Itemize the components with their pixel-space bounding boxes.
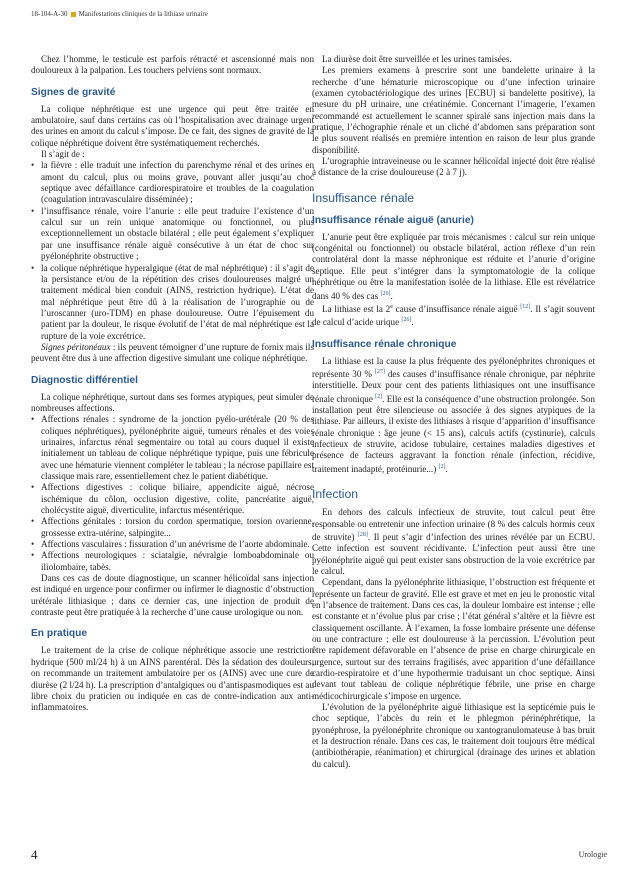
paragraph [312,507,595,577]
reference-link[interactable]: [27] [374,368,385,375]
text: . Elle est la conséquence d’une obstruction prolongée. Son installation peut être silencieuse ou associée à des signes atypiques de la lithiase. Par ailleurs, il existe des lithiases à risque d’apparition d’insuffisance rénale chronique : âge jeune (< 15 ans), calculs actifs (cystinurie), calculs infectieux de struvite, acidose tubulaire, certaines maladies digestives et présence de facteurs aggravant la fonction rénale (infection, récidive, traitement inadapté, protéinurie...) [312,393,595,474]
right-column [312,54,595,770]
heading-irc-chronique: Insuffisance rénale chronique [312,338,457,350]
diag-list [31,414,314,573]
list-item: • Affections digestives : colique biliaire, appendicite aiguë, nécrose ischémique du côlon, occlusion digestive, colite, pancréatite aiguë, cholécystite aiguë, diverticulite, infarctus mésentérique. [31,482,314,516]
paragraph: La lithiase est la cause la plus fréquente des pyélonéphrites chroniques et représente 30 % [27] des causes d’insuffisance rénale chronique, par néphrite interstitielle. Deux pour cent des patients lithiasiques ont une insuffisance rénale chronique [2]. Elle est la conséquence d’une obstruction prolongée. Son installation peut être silencieuse ou associée à des signes atypiques de la lithiase. Par ailleurs, il existe des lithiases à risque d’apparition d’insuffisance rénale chronique : âge jeune (< 15 ans), calculs actifs (cystinurie), calculs infectieux de struvite, acidose tubulaire, certaines maladies digestives et présence de facteurs aggravant la fonction rénale (infection, récidive, traitement inadapté, protéinurie...) [2]. [312,355,595,474]
text: En dehors des calculs infectieux de struvite, tout calcul peut être responsable ou entretenir une infection urinaire (8 % des calculs hormis ceux de struvite) [312,507,595,542]
paragraph: Dans ces cas de doute diagnostique, un scanner hélicoïdal sans injection est indiqué en urgence pour confirmer ou infirmer le diagnostic d’obstruction urétérale lithiasique ; dans ce dernier cas, une injection de produit de contraste peut être pratiquée à la recherche d’une cause urologique ou non. [31,573,314,618]
list-item: • la colique néphrétique hyperalgique (état de mal néphrétique) : il s’agit de la persistance et/ou de la répétition des crises douloureuses malgré un traitement médical bien conduit (AINS, restriction hydrique). L’état de mal néphrétique peut être dû à la réalisation de l’urographie ou de l’uroscanner (uro-TDM) en phase douloureuse. Outre l’épuisement du patient par la douleur, le risque évolutif de l’état de mal néphrétique est la rupture de la voie excrétrice. [31,263,314,342]
gravite-list [31,160,314,342]
reference-link[interactable]: [2] [375,393,383,400]
text: La lithiase est la 2 [322,303,391,314]
superscript: e [390,303,393,310]
paragraph: Cependant, dans la pyélonéphrite lithiasique, l’obstruction est fréquente et représente un facteur de gravité. Elle est grave et met en jeu le pronostic vital en l’absence de traitement. Dans ces cas, la douleur lombaire est intense ; elle est constante et n’évolue plus par crise ; l’état général s’altère et la fièvre est classiquement oscillante. À l’examen, la fosse lombaire présente une défense ou une contracture ; elle est douloureuse à la percussion. L’évolution peut être rapidement défavorable en l’absence de prise en charge chirurgicale en urgence, surtout sur des terrains fragilisés, avec apparition d’une défaillance cardio-respiratoire et d’une hypothermie traduisant un choc septique. Ainsi devant tout tableau de colique néphrétique fébrile, une prise en charge médicochirurgicale s’impose en urgence. [312,577,595,701]
text: La lithiase est la cause la plus fréquente des pyélonéphrites chroniques et représente 30 % [312,355,595,379]
article-title: Manifestations cliniques de la lithiase urinaire [78,10,208,18]
paragraph: L’évolution de la pyélonéphrite aiguë lithiasique est la septicémie puis le choc septique, l’abcès du rein et le phlegmon périnéphrétique, la pyonéphrose, la pyélonéphrite chronique ou xantogranulomateuse à bas bruit et la destruction rénale. Dans ces cas, le traitement doit toujours être médical (antibiothérapie, réanimation) et chirurgical (drainage des urines et ablation du calcul). [312,702,595,769]
text: cause d’insuffisance rénale aiguë [392,303,518,314]
paragraph: La lithiase est la 2e cause d’insuffisance rénale aiguë [12]. Il s’agit souvent de calcul d’acide urique [26]. [312,303,595,328]
reference-link[interactable]: [2] [438,463,446,470]
list-item: • Affections génitales : torsion du cordon spermatique, torsion ovarienne, grossesse extra-utérine, salpingite... [31,516,314,539]
text: . Il peut s’agir d’infection des urines révélée par un ECBU. Cette infection est souvent récidivante. L’infection peut aussi être une pyélonéphrite aiguë qui peut exister sans obstruction de la voie excrétrice par le calcul. [312,531,595,576]
emphasis: Signes péritonéaux [41,341,111,352]
paragraph [31,342,314,365]
article-code: 18-104-A-30 [31,10,68,18]
text: : ils peuvent témoigner d’une rupture de fornix mais ils peuvent être dus à une affection digestive simulant une colique néphrétique. [31,341,315,364]
heading-signes-gravite: Signes de gravité [31,86,116,98]
reference-link[interactable]: [12] [520,303,531,310]
list-item: • l’insuffisance rénale, voire l’anurie : elle peut traduire l’existence d’un calcul sur un rein unique anatomique ou fonctionnel, ou plus exceptionnellement un obstacle bilatéral ; elle peut également s’expliquer par une insuffisance rénale aiguë consécutive à un état de choc sur pyélonéphrite obstructive ; [31,206,314,263]
text: L’anurie peut être expliquée par trois mécanismes : calcul sur rein unique (congénital ou fonctionnel) ou obstacle bilatéral, action réflexe d’un rein controlatéral dont la masse néphronique est réduite et l’anurie d’origine septique. Elle peut s’intégrer dans la symptomatologie de la colique néphrétique ou être la manifestation isolée de la lithiase. Elle est révélatrice dans 40 % des cas [312,231,595,301]
list-item: • Affections rénales : syndrome de la jonction pyélo-urétérale (20 % des coliques néphrétiques), pyélonéphrite aiguë, tumeurs rénales et des voies urinaires, infarctus rénal segmentaire ou total au cours duquel il existe initialement un tableau de colique néphrétique typique, puis une fébricule avec une hématurie viennent compléter le tableau ; la nécrose papillaire est classique mais rare, essentiellement chez le patient diabétique. [31,414,314,482]
paragraph: L’anurie peut être expliquée par trois mécanismes : calcul sur rein unique (congénital ou fonctionnel) ou obstacle bilatéral, action réflexe d’un rein controlatéral dont la masse néphronique est réduite et l’anurie d’origine septique. Elle peut s’intégrer dans la symptomatologie de la colique néphrétique ou être la manifestation isolée de la lithiase. Elle est révélatrice dans 40 % des cas [26]. [312,231,595,301]
paragraph: La diurèse doit être surveillée et les urines tamisées. [322,54,512,64]
paragraph: La colique néphrétique est une urgence qui peut être traitée en ambulatoire, sauf dans certains cas où l’hospitalisation avec drainage urgent des urines en amont du calcul s’impose. De ce fait, des signes de gravité de la colique néphrétique doivent être systématiquement recherchés. [31,103,314,148]
paragraph: Il s’agit de : [41,149,85,160]
reference-link[interactable]: [28] [357,531,368,538]
text: . Il s’agit souvent de calcul d’acide urique [312,303,595,328]
list-item: • Affections neurologiques : sciatalgie, névralgie lomboabdominale ou iliolombaire, tabès. [31,550,314,573]
page-number: 4 [31,847,38,862]
running-header [31,10,208,18]
list-item: • la fièvre : elle traduit une infection du parenchyme rénal et des urines en amont du calcul, plus ou moins grave, pouvant aller jusqu’au choc septique avec défaillance cardiorespiratoire et troubles de la coagulation (coagulation intravasculaire disséminée) ; [31,160,314,205]
heading-en-pratique: En pratique [31,628,88,640]
reference-link[interactable]: [26] [401,317,412,324]
heading-irc-aigue: Insuffisance rénale aiguë (anurie) [312,214,474,226]
list-item: • Affections vasculaires : fissuration d’un anévrisme de l’aorte abdominale. [31,539,314,550]
paragraph: Les premiers examens à prescrire sont une bandelette urinaire à la recherche d’une hématurie microscopique ou d’une infection urinaire (examen cytobactériologique des urines [ECBU] si bandelette positive), la mesure du pH urinaire, une créatinémie. Concernant l’imagerie, l’examen recommandé est actuellement le scanner spiralé sans injection mais dans la pratique, l’échographie rénale et un cliché d’abdomen sans préparation sont le plus souvent réalisés en première intention en raison de leur plus grande disponibilité. [312,65,595,155]
paragraph: Chez l’homme, le testicule est parfois rétracté et ascensionné mais non douloureux à la palpation. Les touchers pelviens sont normaux. [31,54,314,76]
journal-name: Urologie [578,850,607,859]
heading-insuffisance-renale: Insuffisance rénale [312,190,415,205]
left-column [31,54,314,714]
paragraph: L’urographie intraveineuse ou le scanner hélicoïdal injecté doit être réalisé à distance de la crise douloureuse (2 à 7 j). [312,156,595,178]
heading-diagnostic: Diagnostic différentiel [31,374,138,386]
header-square-icon [71,12,76,17]
reference-link[interactable]: [26] [380,290,391,297]
heading-infection: Infection [312,487,359,502]
paragraph: Le traitement de la crise de colique néphrétique associe une restriction hydrique (500 ml/24 h) à un AINS parentéral. Dès la sédation des douleurs, on recommande un traitement ambulatoire per os (AINS) avec une cure de diurèse (2 l/24 h). La prescription d’antalgiques ou d’antispasmodiques est au libre choix du praticien ou indiquée en cas de contre-indication aux anti-inflammatoires. [31,645,314,713]
text: des causes d’insuffisance rénale chronique, par néphrite interstitielle. Deux pour cent des patients lithiasiques ont une insuffisance rénale chronique [312,369,595,404]
paragraph: La colique néphrétique, surtout dans ses formes atypiques, peut simuler de nombreuses affections. [31,391,314,413]
